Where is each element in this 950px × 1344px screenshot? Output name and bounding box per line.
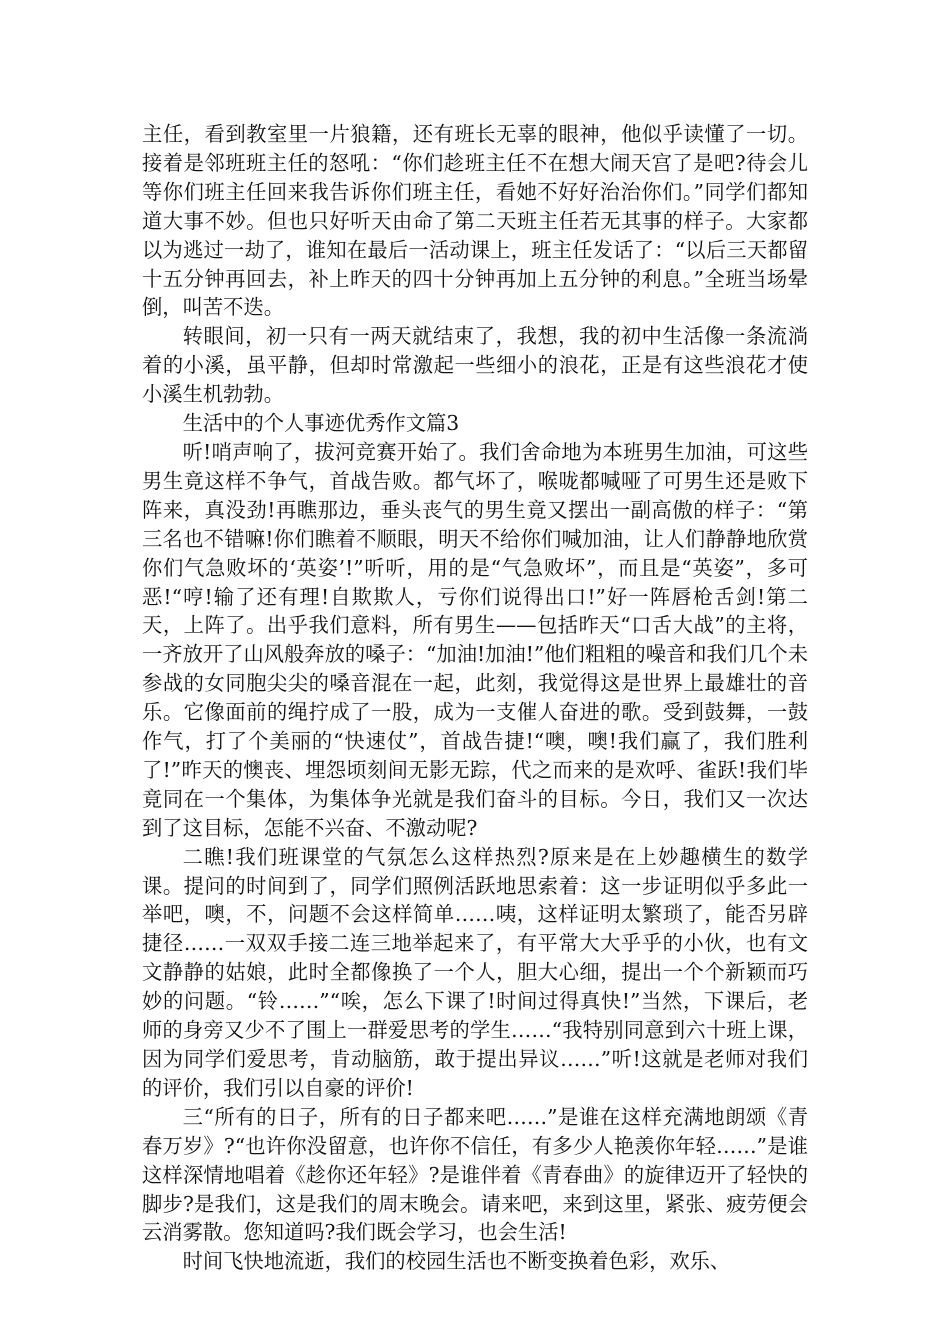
section-heading: 生活中的个人事迹优秀作文篇3 — [182, 411, 460, 436]
paragraph: 转眼间，初一只有一两天就结束了，我想，我的初中生活像一条流淌着的小溪，虽平静，但却时常激起一些细小的浪花，正是有这些浪花才使小溪生机勃勃。 — [142, 324, 808, 407]
paragraph: 二瞧!我们班课堂的气氛怎么这样热烈?原来是在上妙趣横生的数学课。提问的时间到了，同学们照例活跃地思索着：这一步证明似乎多此一举吧，噢，不，问题不会这样简单……咦，这样证明太繁琐了，能否另辟捷径……一双双手接二连三地举起来了，有平常大大乎乎的小伙，也有文文静静的姑娘，此时全都像换了一个人，胆大心细，提出一个个新颖而巧妙的问题。“铃……”“唉，怎么下课了!时间过得真快!”当然，下课后，老师的身旁又少不了围上一群爱思考的学生……“我特别同意到六十班上课，因为同学们爱思考，肯动脑筋，敢于提出异议……”听!这就是老师对我们的评价，我们引以自豪的评价! — [142, 844, 808, 1100]
document-body — [142, 120, 808, 1276]
paragraph-continued: 主任，看到教室里一片狼籍，还有班长无辜的眼神，他似乎读懂了一切。接着是邻班班主任的怒吼：“你们趁班主任不在想大闹天宫了是吧?待会儿等你们班主任回来我告诉你们班主任，看她不好好治治你们。”同学们都知道大事不妙。但也只好听天由命了第二天班主任若无其事的样子。大家都以为逃过一劫了，谁知在最后一活动课上，班主任发话了：“以后三天都留十五分钟再回去，补上昨天的四十分钟再加上五分钟的利息。”全班当场晕倒，叫苦不迭。 — [142, 122, 808, 320]
paragraph: 听!哨声响了，拔河竞赛开始了。我们舍命地为本班男生加油，可这些男生竟这样不争气，首战告败。都气坏了，喉咙都喊哑了可男生还是败下阵来，真没劲!再瞧那边，垂头丧气的男生竟又摆出一副高傲的样子：“第三名也不错嘛!你们瞧着不顺眼，明天不给你们喊加油，让人们静静地欣赏你们气急败坏的‘英姿’!”听听，用的是“气急败坏”，而且是“英姿”，多可恶!“哼!输了还有理!自欺欺人，亏你们说得出口!”好一阵唇枪舌剑!第二天，上阵了。出乎我们意料，所有男生——包括昨天“口舌大战”的主将，一齐放开了山风般奔放的嗓子：“加油!加油!”他们粗粗的噪音和我们几个未参战的女同胞尖尖的嗓音混在一起，此刻，我觉得这是世界上最雄壮的音乐。它像面前的绳拧成了一股，成为一支催人奋进的歌。受到鼓舞，一鼓作气，打了个美丽的“快速仗”，首战告捷!“噢，噢!我们赢了，我们胜利了!”昨天的懊丧、埋怨顷刻间无影无踪，代之而来的是欢呼、雀跃!我们毕竟同在一个集体，为集体争光就是我们奋斗的目标。今日，我们又一次达到了这目标，怎能不兴奋、不激动呢? — [142, 439, 808, 840]
paragraph: 三“所有的日子，所有的日子都来吧……”是谁在这样充满地朗颂《青春万岁》?“也许你没留意，也许你不信任，有多少人艳羡你年轻……”是谁这样深情地唱着《趁你还年轻》?是谁伴着《青春曲》的旋律迈开了轻快的脚步?是我们，这是我们的周末晚会。请来吧，来到这里，紧张、疲劳便会云消雾散。您知道吗?我们既会学习，也会生活! — [142, 1104, 808, 1245]
paragraph-truncated: 时间飞快地流逝，我们的校园生活也不断变换着色彩，欢乐、 — [182, 1249, 731, 1274]
